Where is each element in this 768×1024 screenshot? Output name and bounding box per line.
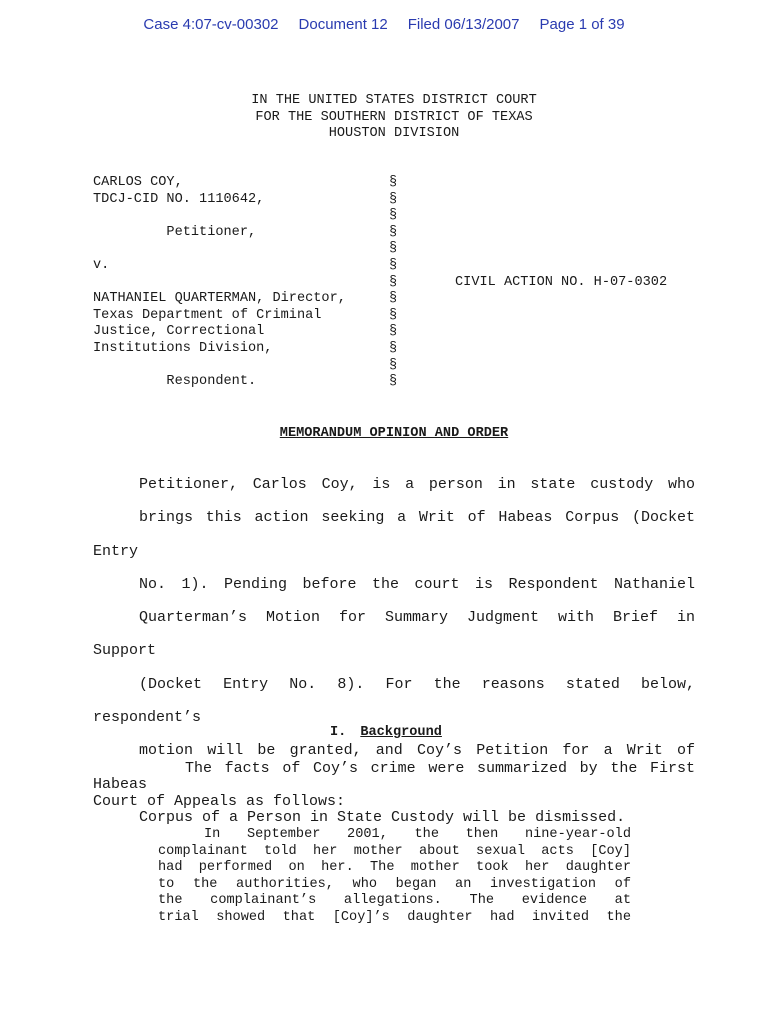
text-line: Court of Appeals as follows:	[93, 793, 346, 811]
court-line: IN THE UNITED STATES DISTRICT COURT	[251, 93, 537, 108]
quote-line: In September 2001, the then nine-year-old	[204, 827, 631, 842]
court-line: HOUSTON DIVISION	[328, 126, 460, 142]
caption-line: CARLOS COY,	[93, 175, 183, 190]
caption-line: Texas Department of Criminal	[93, 307, 322, 323]
civil-action-number: CIVIL ACTION NO. H-07-0302	[455, 275, 668, 290]
page-number: Page 1 of 39	[539, 16, 625, 33]
caption-line: Institutions Division,	[93, 341, 273, 356]
section-symbol: §	[389, 307, 398, 323]
filed-date: Filed 06/13/2007	[407, 16, 520, 33]
caption-line: TDCJ-CID NO. 1110642,	[93, 191, 265, 207]
section-symbol: §	[389, 341, 398, 356]
caption-line: Justice, Correctional	[93, 324, 265, 340]
section-title: Background	[360, 725, 442, 740]
section-symbol: §	[389, 274, 398, 290]
section-symbol: §	[389, 175, 398, 190]
section-symbol: §	[389, 374, 398, 390]
section-heading	[330, 725, 442, 740]
section-symbol: §	[389, 224, 398, 240]
case-number: Case 4:07-cv-00302	[143, 16, 279, 33]
quote-line: to the authorities, who began an investigation of	[158, 876, 631, 892]
text-line: The facts of Coy’s crime were summarized by the First	[185, 760, 695, 777]
document-title: MEMORANDUM OPINION AND ORDER	[279, 426, 509, 441]
section-symbol: §	[389, 324, 398, 340]
text-line: Petitioner, Carlos Coy, is a person in state custody who	[139, 476, 695, 493]
text-line: motion will be granted, and Coy’s Petition for a Writ of Habeas	[93, 742, 695, 793]
quote-line: the complainant’s allegations. The evidence at	[158, 893, 631, 909]
text-line: Quarterman’s Motion for Summary Judgment with Brief in Support	[93, 609, 695, 660]
quote-line: complainant told her mother about sexual acts [Coy]	[158, 843, 631, 859]
caption-line: Respondent.	[93, 374, 257, 390]
section-symbol: §	[389, 258, 398, 273]
document-number: Document 12	[298, 16, 388, 33]
section-symbol: §	[389, 291, 398, 307]
section-symbol: §	[389, 191, 398, 207]
section-symbol: §	[389, 241, 398, 257]
background-paragraph	[93, 752, 695, 819]
quote-line: had performed on her. The mother took her daughter	[158, 860, 631, 876]
text-line: brings this action seeking a Writ of Habeas Corpus (Docket Entry	[93, 509, 695, 560]
text-line: (Docket Entry No. 8). For the reasons stated below, respondent’s	[93, 675, 695, 727]
section-symbol: §	[389, 357, 398, 373]
caption-line: Petitioner,	[93, 224, 257, 240]
text-line: Corpus of a Person in State Custody will be dismissed.	[139, 808, 626, 826]
caption-line: NATHANIEL QUARTERMAN, Director,	[93, 291, 346, 307]
section-number: I.	[330, 725, 347, 740]
filing-header	[0, 16, 768, 33]
text-line: No. 1). Pending before the court is Respondent Nathaniel	[139, 575, 695, 593]
section-symbol: §	[389, 208, 398, 224]
block-quote	[158, 827, 631, 927]
quote-line: trial showed that [Coy]’s daughter had invited the	[158, 909, 631, 925]
caption-line: v.	[93, 258, 110, 273]
court-heading	[0, 93, 768, 143]
court-line: FOR THE SOUTHERN DISTRICT OF TEXAS	[255, 109, 533, 125]
